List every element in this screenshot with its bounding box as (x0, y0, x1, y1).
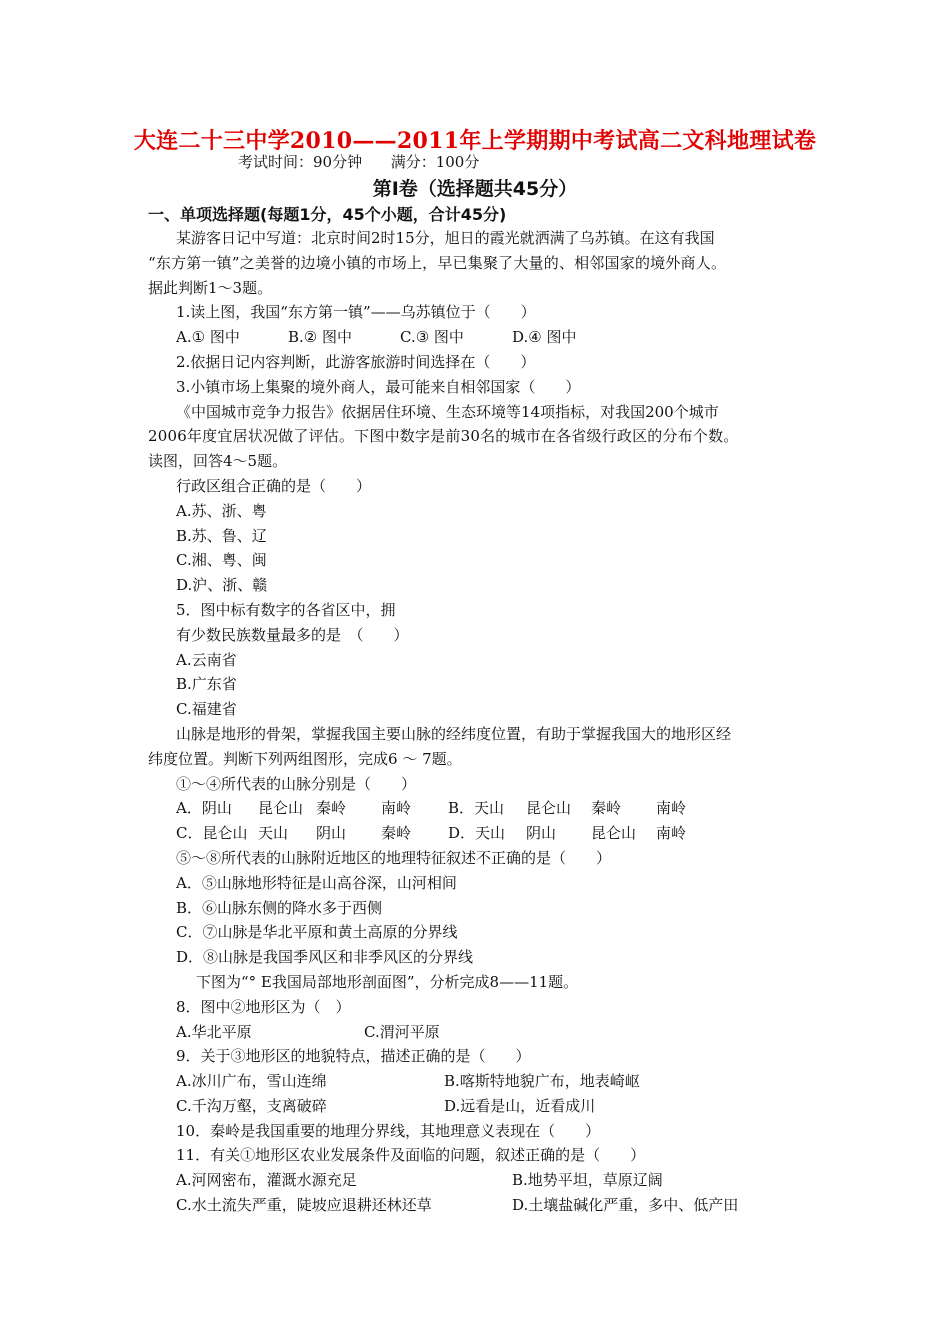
part-heading: 一、单项选择题(每题1分，45个小题，合计45分) (148, 205, 507, 224)
question-9-options (148, 1094, 808, 1119)
option-part: A．阴山 (176, 799, 232, 818)
passage-line: “东方第一镇”之美誉的边境小镇的市场上，早已集聚了大量的、相邻国家的境外商人。 (148, 253, 727, 272)
question-8-options (148, 1020, 808, 1045)
option: D.土壤盐碱化严重，多中、低产田 (512, 1196, 739, 1215)
option: B.苏、鲁、辽 (176, 526, 267, 545)
passage-line: 2006年度宜居状况做了评估。下图中数字是前30名的城市在各省级行政区的分布个数。 (148, 427, 739, 446)
option-part: 南岭 (656, 824, 687, 843)
question-6-stem: ①～④所代表的山脉分别是（ ） (176, 774, 417, 793)
option: C.③ 图中 (400, 328, 464, 347)
option: D.沪、浙、赣 (176, 576, 268, 595)
option: B.广东省 (176, 675, 237, 694)
full-score: 满分：100分 (390, 153, 480, 171)
option: A.苏、浙、粤 (176, 501, 267, 520)
exam-meta (238, 151, 479, 172)
question-2-stem: 2.依据日记内容判断，此游客旅游时间选择在（ ） (176, 352, 536, 371)
option-part: 阴山 (526, 824, 557, 843)
question-11-stem: 11．有关①地形区农业发展条件及面临的问题，叙述正确的是（ ） (176, 1146, 646, 1165)
option: A.河网密布，灌溉水源充足 (176, 1171, 357, 1190)
option: C．⑦山脉是华北平原和黄土高原的分界线 (176, 923, 458, 942)
option-part: 秦岭 (381, 824, 412, 843)
passage-line: 纬度位置。判断下列两组图形，完成6 ～ 7题。 (148, 749, 462, 768)
option: C.湘、粤、闽 (176, 551, 267, 570)
option: C.渭河平原 (364, 1022, 440, 1041)
option: B.② 图中 (288, 328, 353, 347)
question-10-stem: 10．秦岭是我国重要的地理分界线，其地理意义表现在（ ） (176, 1121, 601, 1140)
exam-time: 考试时间：90分钟 (238, 153, 363, 171)
option: B.喀斯特地貌广布，地表崎岖 (444, 1072, 640, 1091)
question-9-stem: 9．关于③地形区的地貌特点，描述正确的是（ ） (176, 1047, 531, 1066)
question-7-stem: ⑤～⑧所代表的山脉附近地区的地理特征叙述不正确的是（ ） (176, 848, 612, 867)
exam-title: 大连二十三中学2010——2011年上学期期中考试高二文科地理试卷 (133, 128, 817, 154)
option-part: 昆仑山 (258, 799, 304, 818)
question-1-stem: 1.读上图，我国“东方第一镇”——乌苏镇位于（ ） (176, 303, 536, 322)
section-title: 第Ⅰ卷（选择题共45分） (372, 178, 578, 200)
question-5-stem: 5．图中标有数字的各省区中，拥 (176, 600, 396, 619)
option-part: D．天山 (448, 824, 506, 843)
option-part: 昆仑山 (591, 824, 637, 843)
question-11-options (148, 1168, 808, 1193)
question-6-options (148, 796, 808, 821)
option-part: 南岭 (656, 799, 687, 818)
option: D.远看是山，近看成川 (444, 1096, 596, 1115)
option: A.① 图中 (176, 328, 240, 347)
passage-line: 读图，回答4～5题。 (148, 452, 288, 471)
question-9-options (148, 1069, 808, 1094)
question-content (148, 226, 808, 1218)
option: B．⑥山脉东侧的降水多于西侧 (176, 898, 383, 917)
option-part: 秦岭 (591, 799, 622, 818)
passage-line: 据此判断1～3题。 (148, 278, 273, 297)
question-11-options (148, 1193, 808, 1218)
option-part: 昆仑山 (526, 799, 572, 818)
option: D.④ 图中 (512, 328, 577, 347)
option-part: 南岭 (381, 799, 412, 818)
option: A．⑤山脉地形特征是山高谷深，山河相间 (176, 873, 457, 892)
question-8-stem: 8．图中②地形区为（ ） (176, 997, 351, 1016)
question-1-options (148, 325, 808, 350)
option-part: 秦岭 (316, 799, 347, 818)
passage-line: 山脉是地形的骨架，掌握我国主要山脉的经纬度位置，有助于掌握我国大的地形区经 (176, 724, 732, 743)
question-4-stem: 行政区组合正确的是（ ） (176, 476, 372, 495)
option: C.千沟万壑，支离破碎 (176, 1096, 327, 1115)
question-3-stem: 3.小镇市场上集聚的境外商人，最可能来自相邻国家（ ） (176, 377, 581, 396)
option: A.冰川广布，雪山连绵 (176, 1072, 327, 1091)
passage-line: 下图为“° E我国局部地形剖面图”，分析完成8——11题。 (196, 972, 579, 991)
option-part: C．昆仑山 (176, 824, 248, 843)
option: C.水土流失严重，陡坡应退耕还林还草 (176, 1196, 432, 1215)
question-6-options (148, 821, 808, 846)
option: A.云南省 (176, 650, 237, 669)
option: B.地势平坦，草原辽阔 (512, 1171, 663, 1190)
passage-line: 《中国城市竞争力报告》依据居住环境、生态环境等14项指标，对我国200个城市 (176, 402, 719, 421)
question-5-stem: 有少数民族数量最多的是 （ ） (176, 625, 409, 644)
option: C.福建省 (176, 700, 237, 719)
option-part: B．天山 (448, 799, 505, 818)
option: A.华北平原 (176, 1022, 252, 1041)
passage-line: 某游客日记中写道：北京时间2时15分，旭日的霞光就洒满了乌苏镇。在这有我国 (176, 229, 715, 247)
option-part: 阴山 (316, 824, 347, 843)
option-part: 天山 (258, 824, 289, 843)
option: D．⑧山脉是我国季风区和非季风区的分界线 (176, 948, 474, 967)
